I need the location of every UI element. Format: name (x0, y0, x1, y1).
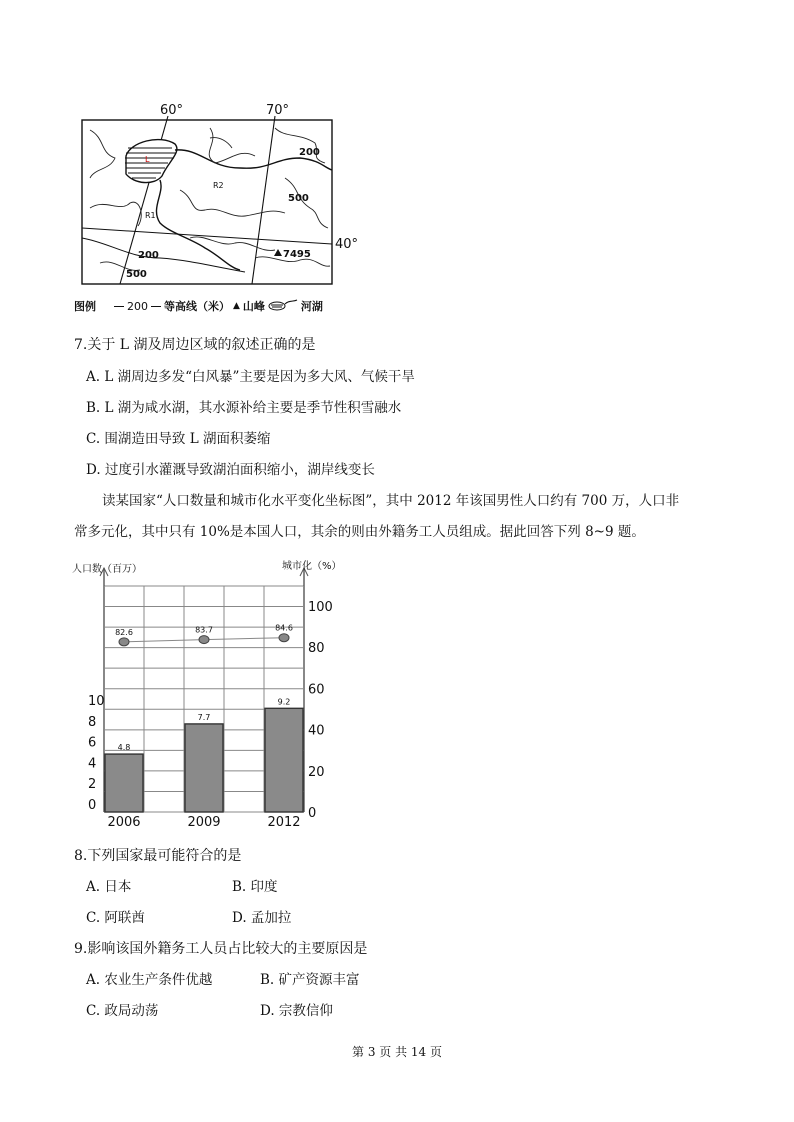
legend-contour-value: 200 (127, 299, 148, 313)
map-figure (70, 98, 370, 320)
left-axis-label: 人口数（百万） (72, 564, 142, 575)
lon-label-70: 70° (266, 103, 290, 118)
x-tick-label: 2009 (187, 815, 221, 830)
intro-line-2: 常多元化，其中只有 10%是本国人口，其余的则由外籍务工人员组成。据此回答下列 8~9 题。 (74, 524, 645, 540)
question-7-option-c: C. 围湖造田导致 L 湖面积萎缩 (86, 431, 271, 447)
left-tick-label: 2 (88, 777, 97, 793)
bar-value-label: 9.2 (277, 697, 291, 707)
terrain-map (70, 98, 370, 320)
peak-elevation: 7495 (283, 249, 311, 260)
population-bar (105, 754, 143, 812)
peak-icon (274, 249, 282, 256)
legend-contour-text: 等高线（米） (164, 300, 230, 313)
question-7-option-b: B. L 湖为咸水湖，其水源补给主要是季节性积雪融水 (86, 400, 402, 416)
question-9-option-a: A. 农业生产条件优越 (86, 972, 213, 988)
bar-value-label: 7.7 (197, 712, 211, 722)
x-tick-label: 2006 (107, 815, 141, 830)
question-9-option-c: C. 政局动荡 (86, 1003, 159, 1019)
right-tick-label: 60 (308, 682, 325, 698)
population-bar (265, 708, 303, 812)
right-tick-label: 80 (308, 641, 325, 657)
legend-title: 图例 (74, 300, 96, 313)
left-tick-label: 10 (88, 694, 105, 709)
contour-line-icon (114, 306, 124, 307)
bar-value-label: 4.8 (117, 743, 131, 753)
x-tick-label: 2012 (267, 815, 301, 830)
question-8-option-d: D. 孟加拉 (232, 910, 292, 926)
question-7-option-d: D. 过度引水灌溉导致湖泊面积缩小，湖岸线变长 (86, 462, 375, 478)
river-label-r2: R2 (213, 181, 224, 190)
lake-label: L (145, 155, 150, 164)
urbanization-point (119, 638, 129, 646)
urbanization-point (279, 634, 289, 642)
contour-label: 200 (299, 147, 320, 158)
peak-icon: ▲ (233, 301, 240, 311)
question-9-stem: 9.影响该国外籍务工人员占比较大的主要原因是 (74, 941, 368, 957)
legend-river-lake-text: 河湖 (300, 300, 323, 313)
question-7-stem: 7.关于 L 湖及周边区域的叙述正确的是 (74, 337, 316, 353)
map-legend (74, 298, 323, 314)
lat-label-40: 40° (335, 237, 359, 252)
left-tick-label: 0 (88, 798, 97, 813)
contour-label: 200 (138, 250, 159, 261)
legend-peak-text: 山峰 (242, 300, 265, 313)
right-tick-label: 20 (308, 764, 325, 780)
urbanization-point (199, 636, 209, 644)
question-8-option-b: B. 印度 (232, 879, 278, 895)
urbanization-value-label: 84.6 (275, 623, 293, 633)
right-tick-label: 0 (308, 806, 317, 821)
lon-label-60: 60° (160, 103, 184, 118)
population-bar (185, 724, 223, 812)
question-9-option-b: B. 矿产资源丰富 (260, 972, 360, 988)
contour-label: 500 (126, 269, 147, 280)
question-8-option-a: A. 日本 (86, 879, 132, 895)
river-lake-icon (268, 299, 298, 314)
left-tick-label: 6 (88, 735, 97, 751)
population-urbanization-chart (68, 556, 358, 834)
chart-svg (68, 556, 358, 834)
question-8-stem: 8.下列国家最可能符合的是 (74, 848, 242, 864)
left-tick-label: 4 (88, 756, 97, 772)
contour-line-icon (151, 306, 161, 307)
urbanization-value-label: 83.7 (195, 625, 213, 635)
left-tick-label: 8 (88, 714, 97, 730)
question-7-option-a: A. L 湖周边多发“白风暴”主要是因为多大风、气候干旱 (86, 369, 415, 385)
question-9-option-d: D. 宗教信仰 (260, 1003, 333, 1019)
right-tick-label: 100 (308, 600, 333, 615)
page-footer: 第 3 页 共 14 页 (352, 1045, 442, 1059)
question-8-option-c: C. 阿联酋 (86, 910, 145, 926)
right-axis-label: 城市化（%） (282, 561, 342, 572)
contour-label: 500 (288, 193, 309, 204)
intro-line-1: 读某国家“人口数量和城市化水平变化坐标图”，其中 2012 年该国男性人口约有 700 万，人口非 (102, 493, 680, 509)
river-label-r1: R1 (145, 211, 156, 220)
urbanization-value-label: 82.6 (115, 627, 133, 637)
right-tick-label: 40 (308, 723, 325, 739)
